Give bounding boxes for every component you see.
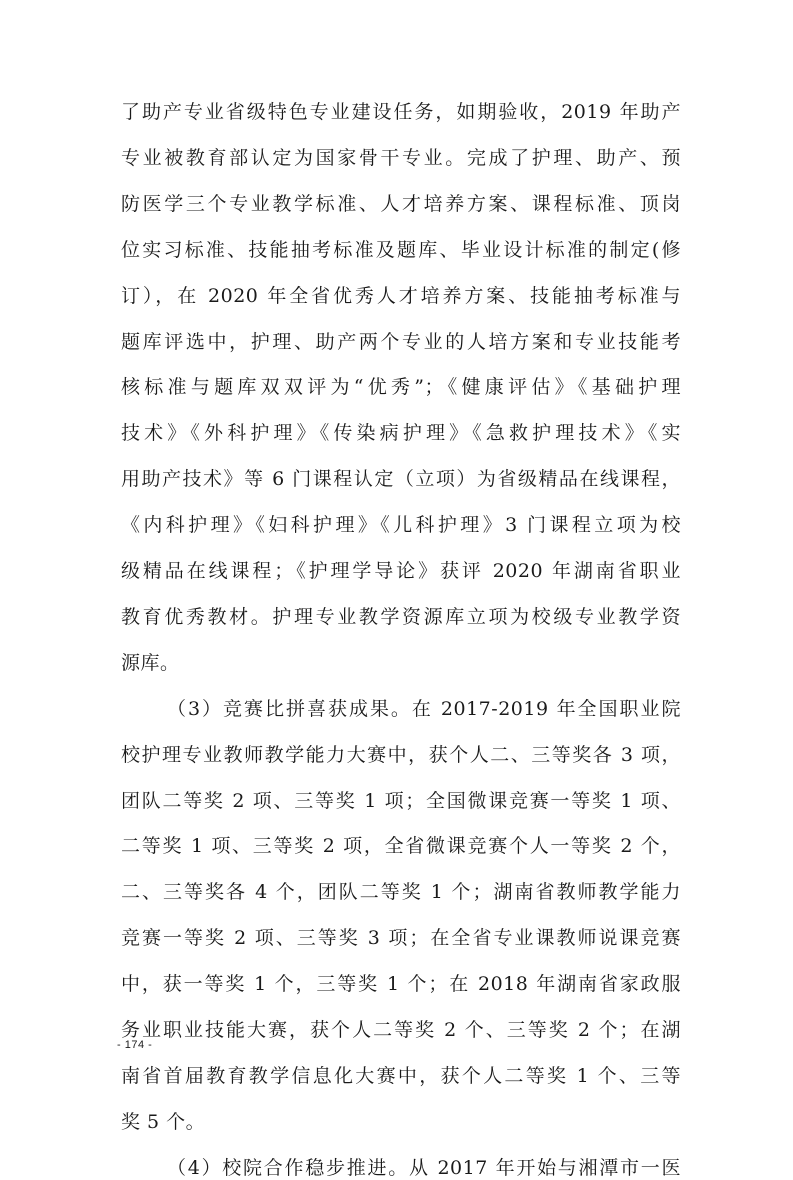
text-line: 校护理专业教师教学能力大赛中，获个人二、三等奖各 3 项， [121,744,681,766]
text-line: 技术》《外科护理》《传染病护理》《急救护理技术》《实 [121,422,681,444]
text-line: 级精品在线课程；《护理学导论》获评 2020 年湖南省职业 [121,560,681,582]
text-line: 了助产专业省级特色专业建设任务，如期验收，2019 年助产 [121,101,681,123]
text-line: 订），在 2020 年全省优秀人才培养方案、技能抽考标准与 [121,285,681,307]
text-line: 专业被教育部认定为国家骨干专业。完成了护理、助产、预 [121,147,681,169]
page-number: - 174 - [117,1039,153,1051]
text-line: 防医学三个专业教学标准、人才培养方案、课程标准、顶岗 [121,193,681,215]
text-line: 务业职业技能大赛，获个人二等奖 2 个、三等奖 2 个；在湖 [121,1019,681,1041]
text-line: 南省首届教育教学信息化大赛中，获个人二等奖 1 个、三等 [121,1065,681,1087]
text-line: 二、三等奖各 4 个，团队二等奖 1 个；湖南省教师教学能力 [121,881,681,903]
text-line: 教育优秀教材。护理专业教学资源库立项为校级专业教学资 [121,606,681,628]
text-line: 位实习标准、技能抽考标准及题库、毕业设计标准的制定(修 [121,239,681,261]
text-line: 用助产技术》等 6 门课程认定（立项）为省级精品在线课程， [121,468,681,490]
paragraph-heading-line: （4）校院合作稳步推进。从 2017 年开始与湘潭市一医 [167,1157,681,1179]
text-line: 源库。 [121,652,180,674]
text-line: 题库评选中，护理、助产两个专业的人培方案和专业技能考 [121,331,681,353]
text-line: 奖 5 个。 [121,1111,206,1133]
text-line: 竞赛一等奖 2 项、三等奖 3 项；在全省专业课教师说课竞赛 [121,927,681,949]
paragraph-heading-line: （3）竞赛比拼喜获成果。在 2017-2019 年全国职业院 [167,698,681,720]
text-line: 《内科护理》《妇科护理》《儿科护理》3 门课程立项为校 [121,514,681,536]
text-line: 核标准与题库双双评为“优秀”；《健康评估》《基础护理 [121,376,681,398]
text-line: 团队二等奖 2 项、三等奖 1 项；全国微课竞赛一等奖 1 项、 [121,790,681,812]
text-line: 二等奖 1 项、三等奖 2 项，全省微课竞赛个人一等奖 2 个， [121,835,681,857]
text-line: 中，获一等奖 1 个，三等奖 1 个；在 2018 年湖南省家政服 [121,973,681,995]
